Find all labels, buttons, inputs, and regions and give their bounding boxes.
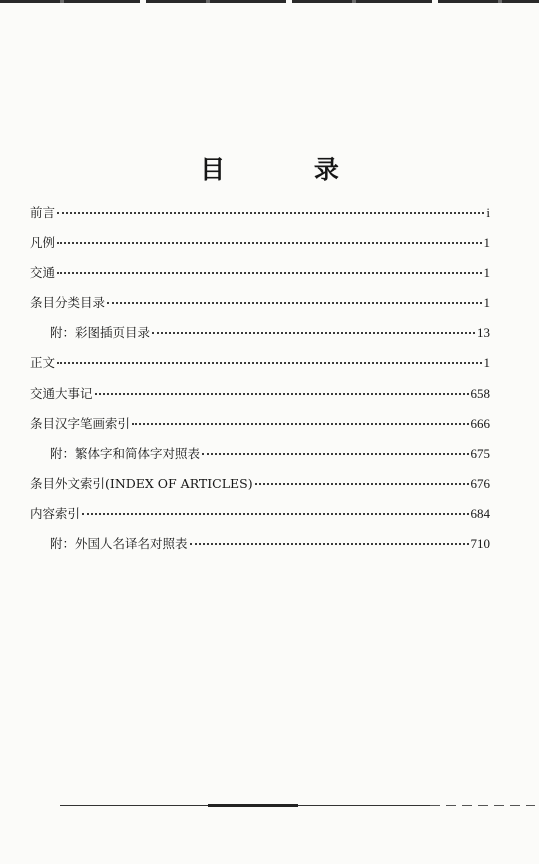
toc-entry-page-number: 684 — [470, 505, 490, 521]
toc-entry-page-number: 710 — [470, 536, 490, 552]
toc-entry-page-number: 666 — [470, 415, 490, 431]
toc-entry[interactable] — [30, 233, 490, 263]
toc-entry-label: 附：彩图插页目录 — [50, 325, 151, 341]
toc-entry-page-number: i — [486, 205, 490, 220]
toc-entry-label: 前言 — [30, 205, 56, 220]
toc-entry-page-number: 676 — [470, 475, 490, 491]
dot-leader — [57, 272, 481, 274]
toc-entry[interactable] — [30, 534, 490, 564]
toc-entry-page-number: 1 — [483, 235, 490, 251]
toc-entry[interactable] — [30, 444, 490, 474]
toc-entry-page-number: 1 — [483, 295, 490, 311]
dot-leader — [82, 513, 468, 515]
toc-entry-page-number: 658 — [470, 385, 490, 401]
toc-entry[interactable] — [30, 263, 490, 293]
dot-leader — [132, 423, 468, 425]
dot-leader — [202, 453, 468, 455]
dot-leader — [57, 242, 481, 244]
toc-entry-label: 交通大事记 — [30, 385, 93, 401]
dot-leader — [107, 302, 481, 304]
toc-entry-page-number: 675 — [470, 445, 490, 461]
bottom-rule-accent — [208, 804, 298, 807]
toc-entry[interactable] — [30, 384, 490, 414]
toc-entry[interactable] — [30, 353, 490, 383]
dot-leader — [152, 332, 475, 334]
toc-entry-page-number: 1 — [483, 355, 490, 371]
table-of-contents — [30, 203, 490, 564]
dot-leader — [57, 212, 484, 214]
toc-entry[interactable] — [30, 203, 490, 233]
toc-entry-label: 内容索引 — [30, 505, 81, 521]
dot-leader — [95, 393, 469, 395]
toc-entry-label: 正文 — [30, 355, 56, 371]
toc-entry-label: 条目外文索引(INDEX OF ARTICLES) — [30, 475, 253, 491]
toc-entry-page-number: 13 — [477, 325, 490, 341]
toc-entry-label: 附：外国人名译名对照表 — [50, 536, 188, 552]
toc-entry-label: 附：繁体字和简体字对照表 — [50, 445, 201, 461]
dot-leader — [190, 543, 469, 545]
toc-entry[interactable] — [30, 504, 490, 534]
bottom-rule-dashed — [430, 805, 535, 806]
toc-entry[interactable] — [30, 474, 490, 504]
dot-leader — [57, 362, 481, 364]
top-edge-rule — [0, 0, 539, 3]
page-title: 目 录 — [200, 155, 379, 184]
toc-entry-label: 条目分类目录 — [30, 295, 106, 311]
toc-entry[interactable] — [30, 414, 490, 444]
toc-entry[interactable] — [30, 293, 490, 323]
toc-entry[interactable] — [30, 323, 490, 353]
toc-entry-label: 凡例 — [30, 235, 56, 251]
dot-leader — [255, 483, 469, 485]
toc-entry-page-number: 1 — [483, 265, 490, 281]
toc-entry-label: 条目汉字笔画索引 — [30, 415, 131, 431]
toc-entry-label: 交通 — [30, 265, 56, 281]
